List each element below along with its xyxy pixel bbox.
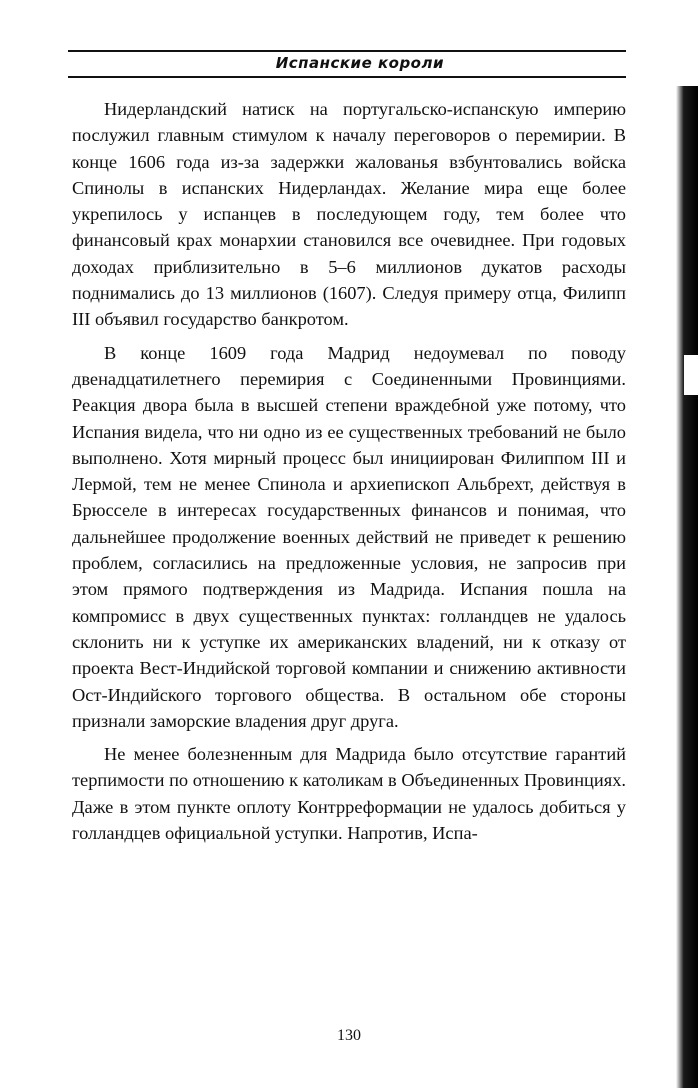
running-head-title: Испанские короли xyxy=(275,54,444,72)
page-number: 130 xyxy=(337,1027,361,1044)
paragraph-1: Нидерландский натиск на португальско-испанскую империю послужил главным стимулом к началу переговоров о перемирии. В конце 1606 года из-за задержки жалованья взбунтовались войска Спинолы в испанских Нидерландах. Желание мира еще более укрепилось у испанцев в последующем году, тем более что финансовый крах монархии становился все очевиднее. При годовых доходах приблизительно в 5–6 миллионов дукатов расходы поднимались до 13 миллионов (1607). Следуя примеру отца, Филипп III объявил государство банкротом. xyxy=(72,99,626,330)
paragraph-3: Не менее болезненным для Мадрида было отсутствие гарантий терпимости по отношению к католикам в Объединенных Провинциях. Даже в этом пункте оплоту Контрреформации не удалось добиться у голландцев официальной уступки. Напротив, Испа- xyxy=(72,744,626,844)
scan-edge-gap xyxy=(684,355,698,395)
paragraph-2: В конце 1609 года Мадрид недоумевал по поводу двенадцатилетнего перемирия с Соединенными Провинциями. Реакция двора была в высшей степени враждебной уже потому, что Испания видела, что ни одно из ее существенных требований не было выполнено. Хотя мирный процесс был инициирован Филиппом III и Лермой, тем не менее Спинола и архиепископ Альбрехт, действуя в Брюсселе в интересах государственных финансов и понимая, что дальнейшее продолжение военных действий не приведет к решению проблем, согласились на предложенные условия, не запросив при этом прямого подтверждения из Мадрида. Испания пошла на компромисс в двух существенных пунктах: голландцев не удалось склонить ни к уступке их американских владений, ни к отказу от проекта Вест-Индийской торговой компании и снижению активности Ост-Индийского торгового общества. В остальном обе стороны признали заморские владения друг друга. xyxy=(72,342,626,731)
scan-edge-shadow xyxy=(676,86,698,1088)
header-bottom-rule xyxy=(68,76,626,78)
body-text xyxy=(72,96,626,853)
